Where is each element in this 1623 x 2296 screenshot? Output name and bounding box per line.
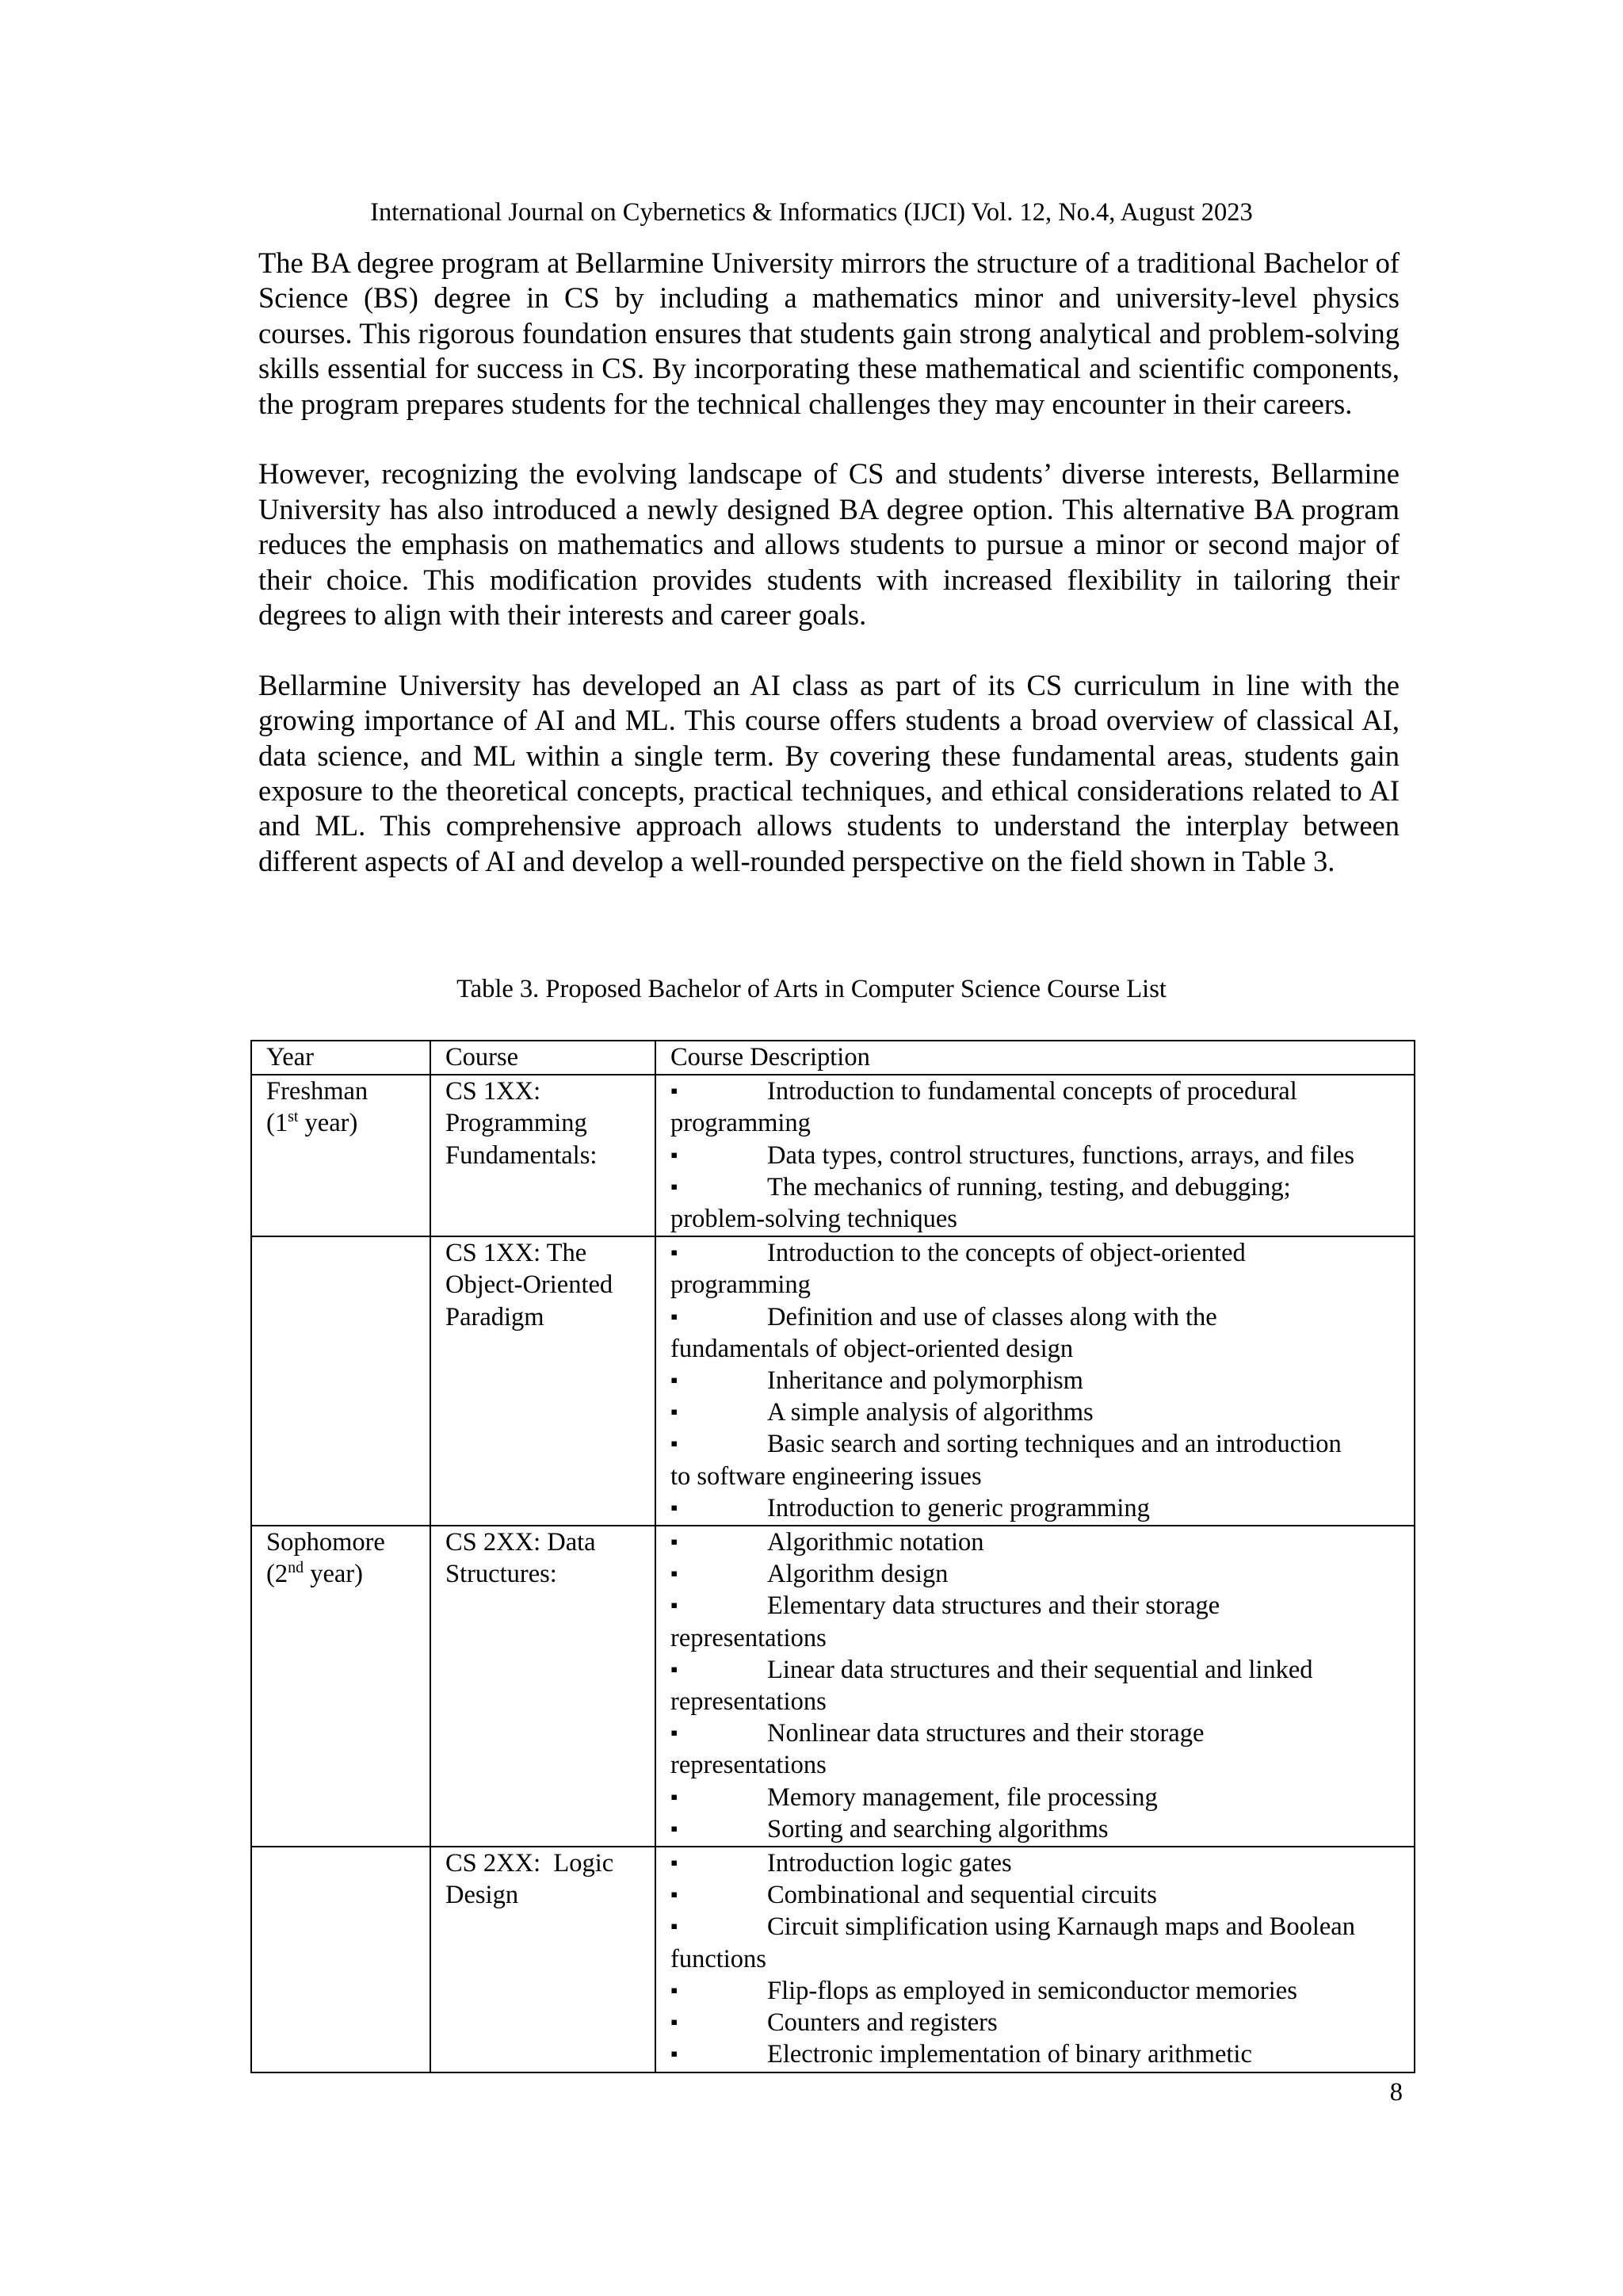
course-title-line: CS 1XX:	[445, 1077, 541, 1106]
year-cell	[251, 1526, 430, 1847]
description-bullet	[670, 1813, 1406, 1845]
description-bullet	[670, 1654, 1406, 1686]
square-bullet-icon: ▪	[670, 1432, 678, 1456]
square-bullet-icon: ▪	[670, 1175, 678, 1198]
square-bullet-icon: ▪	[670, 2011, 678, 2034]
body-text	[258, 246, 1400, 915]
bullet-continuation: problem-solving techniques	[670, 1205, 957, 1234]
course-title-cell	[430, 1526, 655, 1847]
course-title-line: Design	[445, 1881, 519, 1910]
bullet-text: Basic search and sorting techniques and an introduction	[767, 1430, 1342, 1459]
description-bullet	[670, 1301, 1406, 1333]
year-name: Freshman	[266, 1077, 369, 1106]
bullet-text: Algorithm design	[767, 1560, 949, 1589]
bullet-text: A simple analysis of algorithms	[767, 1398, 1094, 1427]
course-table	[250, 1040, 1415, 2073]
square-bullet-icon: ▪	[670, 1530, 678, 1554]
bullet-text: Data types, control structures, functions, arrays, and files	[767, 1140, 1354, 1170]
bullet-text: Circuit simplification using Karnaugh maps and Boolean	[767, 1912, 1355, 1942]
bullet-continuation: programming	[670, 1270, 811, 1300]
description-bullet	[670, 1879, 1406, 1911]
bullet-text: Memory management, file processing	[767, 1782, 1158, 1812]
course-title-cell	[430, 1236, 655, 1526]
table-header-row	[251, 1041, 1415, 1075]
year-ordinal	[266, 1558, 422, 1590]
course-description-cell	[655, 1236, 1415, 1526]
year-ordinal-number: (1	[266, 1109, 288, 1138]
description-bullet	[670, 1492, 1406, 1524]
paragraph: However, recognizing the evolving landscape of CS and students’ diverse interests, Bellarmine University has also introduced a newly designed BA degree option. This alternative BA program reduces the emphasis on mathematics and allows students to pursue a minor or second major of their choice. This modification provides students with increased flexibility in tailoring their degrees to align with their interests and career goals.	[258, 457, 1400, 632]
course-title-line: Structures:	[445, 1560, 557, 1589]
year-ordinal	[266, 1107, 422, 1139]
description-bullet	[670, 1396, 1406, 1428]
square-bullet-icon: ▪	[670, 1305, 678, 1328]
course-description-cell	[655, 1526, 1415, 1847]
description-bullet	[670, 1911, 1406, 1943]
square-bullet-icon: ▪	[670, 1851, 678, 1875]
bullet-text: Introduction logic gates	[767, 1849, 1012, 1878]
course-description-cell	[655, 1075, 1415, 1236]
description-bullet	[670, 1171, 1406, 1203]
square-bullet-icon: ▪	[670, 1915, 678, 1939]
bullet-text: Linear data structures and their sequential and linked	[767, 1655, 1313, 1684]
square-bullet-icon: ▪	[670, 1369, 678, 1392]
square-bullet-icon: ▪	[670, 1785, 678, 1809]
bullet-text: The mechanics of running, testing, and debugging;	[767, 1172, 1291, 1201]
bullet-continuation: functions	[670, 1944, 766, 1973]
square-bullet-icon: ▪	[670, 1079, 678, 1103]
bullet-continuation: representations	[670, 1751, 827, 1780]
table-caption: Table 3. Proposed Bachelor of Arts in Computer Science Course List	[456, 975, 1167, 1003]
bullet-continuation: fundamentals of object-oriented design	[670, 1334, 1074, 1363]
square-bullet-icon: ▪	[670, 1978, 678, 2002]
header-course: Course	[430, 1041, 655, 1075]
course-title-line: CS 2XX: Data	[445, 1528, 596, 1557]
course-title-cell	[430, 1075, 655, 1236]
page-number: 8	[1389, 2078, 1403, 2107]
bullet-text: Introduction to fundamental concepts of procedural	[767, 1077, 1297, 1106]
bullet-continuation: to software engineering issues	[670, 1461, 982, 1491]
bullet-text: Introduction to generic programming	[767, 1493, 1150, 1522]
bullet-text: Definition and use of classes along with the	[767, 1302, 1217, 1331]
square-bullet-icon: ▪	[670, 1657, 678, 1681]
description-bullet	[670, 1590, 1406, 1622]
bullet-text: Elementary data structures and their storage	[767, 1591, 1220, 1621]
bullet-continuation: programming	[670, 1109, 811, 1138]
bullet-text: Introduction to the concepts of object-oriented	[767, 1239, 1246, 1268]
header-description: Course Description	[655, 1041, 1415, 1075]
year-ordinal-suffix: st	[288, 1108, 299, 1126]
year-cell	[251, 1236, 430, 1526]
table-row	[251, 1526, 1415, 1847]
square-bullet-icon: ▪	[670, 1562, 678, 1586]
year-name: Sophomore	[266, 1528, 385, 1557]
course-title-line: Paradigm	[445, 1302, 544, 1331]
description-bullet	[670, 1975, 1406, 2007]
course-title-cell	[430, 1847, 655, 2072]
square-bullet-icon: ▪	[670, 1143, 678, 1167]
bullet-text: Sorting and searching algorithms	[767, 1814, 1109, 1843]
bullet-text: Electronic implementation of binary arithmetic	[767, 2040, 1252, 2069]
description-bullet	[670, 2038, 1406, 2070]
square-bullet-icon: ▪	[670, 1817, 678, 1840]
table-row	[251, 1847, 1415, 2072]
bullet-text: Counters and registers	[767, 2008, 998, 2038]
square-bullet-icon: ▪	[670, 1496, 678, 1519]
description-bullet	[670, 1237, 1406, 1269]
description-bullet	[670, 1717, 1406, 1749]
description-bullet	[670, 1365, 1406, 1396]
table-row	[251, 1236, 1415, 1526]
bullet-text: Flip-flops as employed in semiconductor memories	[767, 1976, 1297, 2005]
year-cell	[251, 1847, 430, 2072]
bullet-text: Inheritance and polymorphism	[767, 1366, 1083, 1396]
description-bullet	[670, 1428, 1406, 1460]
description-bullet	[670, 1847, 1406, 1879]
square-bullet-icon: ▪	[670, 2042, 678, 2066]
course-title-line: Fundamentals:	[445, 1140, 598, 1170]
course-title-line: CS 2XX: Logic	[445, 1849, 614, 1878]
square-bullet-icon: ▪	[670, 1400, 678, 1424]
bullet-text: Nonlinear data structures and their storage	[767, 1719, 1205, 1748]
course-title-line: CS 1XX: The	[445, 1239, 587, 1268]
description-bullet	[670, 2007, 1406, 2038]
description-bullet	[670, 1075, 1406, 1107]
description-bullet	[670, 1558, 1406, 1590]
description-bullet	[670, 1782, 1406, 1813]
table-row	[251, 1075, 1415, 1236]
year-ordinal-rest: year)	[298, 1109, 358, 1138]
course-title-line: Object-Oriented	[445, 1270, 613, 1300]
year-ordinal-suffix: nd	[288, 1559, 304, 1577]
description-bullet	[670, 1140, 1406, 1171]
paragraph: Bellarmine University has developed an AI class as part of its CS curriculum in line with the growing importance of AI and ML. This course offers students a broad overview of classical AI, data science, and ML within a single term. By covering these fundamental areas, students gain exposure to the theoretical concepts, practical techniques, and ethical considerations related to AI and ML. This comprehensive approach allows students to understand the interplay between different aspects of AI and develop a well-rounded perspective on the field shown in Table 3.	[258, 668, 1400, 877]
header-year: Year	[251, 1041, 430, 1075]
square-bullet-icon: ▪	[670, 1721, 678, 1745]
running-header: International Journal on Cybernetics & Informatics (IJCI) Vol. 12, No.4, August 2023	[370, 198, 1253, 227]
year-ordinal-number: (2	[266, 1560, 288, 1589]
year-cell	[251, 1075, 430, 1236]
course-description-cell	[655, 1847, 1415, 2072]
square-bullet-icon: ▪	[670, 1594, 678, 1618]
course-table-body	[251, 1075, 1415, 2072]
paragraph: The BA degree program at Bellarmine University mirrors the structure of a traditional Bachelor of Science (BS) degree in CS by including a mathematics minor and university-level physics courses. This rigorous foundation ensures that students gain strong analytical and problem-solving skills essential for success in CS. By incorporating these mathematical and scientific components, the program prepares students for the technical challenges they may encounter in their careers.	[258, 246, 1400, 420]
square-bullet-icon: ▪	[670, 1241, 678, 1265]
bullet-continuation: representations	[670, 1687, 827, 1717]
course-title-line: Programming	[445, 1109, 587, 1138]
square-bullet-icon: ▪	[670, 1883, 678, 1907]
description-bullet	[670, 1526, 1406, 1558]
bullet-continuation: representations	[670, 1623, 827, 1652]
bullet-text: Combinational and sequential circuits	[767, 1881, 1157, 1910]
bullet-text: Algorithmic notation	[767, 1528, 984, 1557]
year-ordinal-rest: year)	[304, 1560, 363, 1589]
